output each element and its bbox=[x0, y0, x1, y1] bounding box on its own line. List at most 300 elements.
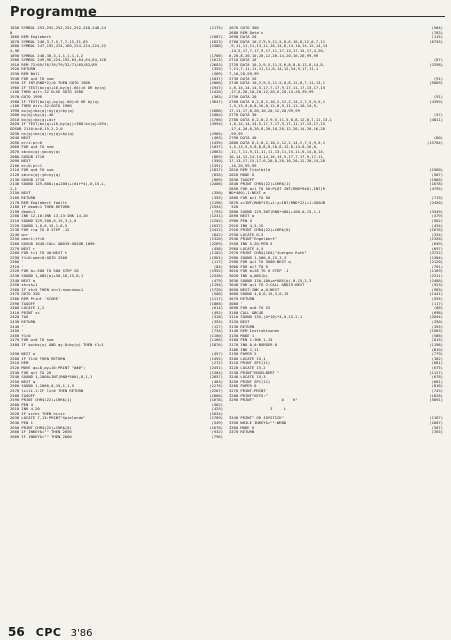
checksum: (507) bbox=[431, 172, 443, 177]
code-text: 3260 PAPER 0 bbox=[229, 383, 257, 389]
checksum: (97) bbox=[433, 112, 443, 118]
code-text: 6,20,8,20,10,20,12,20,14,20,16,20,99,99 bbox=[229, 52, 319, 58]
checksum: (3298) bbox=[429, 61, 443, 67]
code-text: ,99,99 bbox=[229, 130, 243, 136]
code-text: 2870 x=INT(RND*19)+1:y=INT(RND*22)+1:GOSUB bbox=[229, 199, 326, 205]
checksum: (182) bbox=[431, 355, 443, 361]
listing-column-right bbox=[229, 26, 443, 435]
checksum: (492) bbox=[211, 309, 223, 315]
checksum: (1554) bbox=[209, 204, 223, 210]
code-text: ,17,8,20,10,20,12,20,6,20,14,20,99,99 bbox=[229, 89, 314, 95]
code-text: 2050 er=1:pr=0 bbox=[10, 139, 43, 145]
code-text: 520 bbox=[229, 204, 239, 210]
code-text: 3140 REM Instruktionen bbox=[229, 328, 280, 334]
code-text: 3190 PAPER 2 bbox=[229, 351, 257, 357]
code-text: 2610 INK 4,20 bbox=[10, 406, 40, 412]
checksum: (429) bbox=[211, 406, 223, 412]
code-text: 2560 SOUND 1,2000,0,15,1,1,5 bbox=[10, 383, 75, 389]
checksum: (2057) bbox=[209, 374, 223, 380]
checksum: (1100) bbox=[209, 332, 223, 338]
code-text: 3170 INK 0,0:BORDER 0 bbox=[229, 341, 278, 347]
checksum: (509) bbox=[211, 70, 223, 76]
listing-column-left bbox=[10, 26, 223, 439]
checksum: (117) bbox=[211, 259, 223, 265]
checksum: (678) bbox=[431, 374, 443, 380]
checksum: (5009) bbox=[429, 80, 443, 86]
checksum: (1876) bbox=[209, 341, 223, 347]
code-text: 2340 NEXT a bbox=[10, 277, 36, 283]
code-text: 10,14,12,14,14,14,16,14,5,17,7,17,9,17,11, bbox=[229, 153, 326, 159]
checksum: (463) bbox=[211, 378, 223, 384]
code-text: 2490 NEXT w bbox=[10, 351, 36, 357]
code-text: 2770 DATA 30 bbox=[229, 112, 257, 118]
code-text: 1,5,13,5,5,8,8,8,8,10,8,12,8,14,8,16,8, bbox=[229, 144, 319, 150]
code-text: 2370 GOTO 330 bbox=[10, 291, 40, 297]
code-text: 1,5,13,5,8,8,10,8,12,8,9,11,11,10,14,9, bbox=[229, 103, 319, 109]
code-text: 2800 DATA 6,2,8,2,10,2,12,2,14,2,7,5,9,5,1 bbox=[229, 139, 326, 145]
checksum: (681) bbox=[431, 360, 443, 366]
code-text: 2090 NEXT bbox=[10, 158, 31, 164]
checksum: (923) bbox=[431, 282, 443, 288]
code-text: 1980 IF TEST(bx(q),by(q)-60)=0 OR by(q) bbox=[10, 98, 100, 104]
code-text: ,14,5,17,7,17,9,17,11,17,13,17,15,17,4,20, bbox=[229, 47, 326, 53]
checksum: (826) bbox=[211, 172, 223, 177]
code-text: 1960 IF TEST(bx(q)+16,by(q)-60)=0 OR by(q) bbox=[10, 84, 107, 90]
code-text: 2430 RETURN bbox=[10, 319, 36, 324]
code-text: 2530 FOR q=1 TO 20 bbox=[10, 369, 52, 375]
code-text: 2640 PEN 1 bbox=[10, 420, 33, 426]
code-text: 2780 DATA 6,2,8,2,9,5,11,5,8,8,12,8,7,11,13,1 bbox=[229, 116, 332, 122]
code-text: 2680 REM Data's bbox=[229, 29, 264, 35]
code-text: 2520 MOVE qx+8,qy+16:PRINT "###"; bbox=[10, 364, 86, 370]
code-text: 7,11,7,11,11,11,11,8,14,12,14,9,17,11,1 bbox=[229, 66, 319, 72]
code-text: 1900 SYMBOL 249,96,224,192,64,64,64,64,128 bbox=[10, 57, 107, 63]
checksum: (355) bbox=[211, 319, 223, 324]
code-text: 17,13,17,15,17,6,20,8,20,10,20,12,20,14,20 bbox=[229, 158, 326, 164]
code-text: 2080 GOSUB 1710 bbox=[10, 153, 45, 159]
code-text: 2990 FOR q=1 TO 3000:NEXT q bbox=[229, 259, 291, 265]
code-text: 2180 IF dead=1 THEN RETURN bbox=[10, 204, 70, 210]
code-text: 2760 DATA 6,2,8,2,10,2,12,2,14,2,7,5,9,5,1 bbox=[229, 98, 326, 104]
checksum: (4359) bbox=[429, 98, 443, 104]
code-text: 3250 PRINT SPC(11) bbox=[229, 378, 271, 384]
checksum: (1102) bbox=[209, 250, 223, 256]
page-header bbox=[0, 0, 451, 24]
checksum: (1166) bbox=[209, 337, 223, 343]
checksum: (779) bbox=[431, 351, 443, 357]
checksum: (869) bbox=[211, 153, 223, 159]
checksum: (675) bbox=[431, 364, 443, 370]
checksum: (355) bbox=[431, 323, 443, 329]
checksum: (3994) bbox=[209, 121, 223, 127]
checksum: (3647) bbox=[209, 98, 223, 104]
checksum: (1837) bbox=[209, 167, 223, 173]
page-footer bbox=[8, 621, 93, 639]
code-text: 2630 LOCATE 7,13:PRINT"Spielende" bbox=[10, 415, 86, 421]
code-text: 0 bbox=[10, 29, 13, 35]
checksum: (2338) bbox=[209, 273, 223, 279]
code-text: 2100 er=0:pr=1 bbox=[10, 162, 43, 168]
checksum: (2044) bbox=[429, 314, 443, 320]
section-title: Programme bbox=[10, 5, 98, 20]
checksum: (365) bbox=[211, 93, 223, 99]
checksum: (719) bbox=[431, 194, 443, 200]
checksum: (1563) bbox=[429, 328, 443, 334]
code-text: 2540 SOUND 1,1000+INT(RND*500),8,1,1 bbox=[10, 374, 93, 380]
checksum: (1623) bbox=[209, 38, 223, 44]
code-text: 2960 LOCATE 4,5 bbox=[229, 245, 264, 251]
code-text: ND*400),1:NEXT a bbox=[229, 190, 266, 196]
code-text: 1920 RETURN bbox=[10, 66, 36, 72]
checksum: (796) bbox=[211, 433, 223, 439]
checksum: (562) bbox=[431, 217, 443, 223]
code-text: 2670 GOTO 300 bbox=[229, 25, 259, 30]
code-text: 2480 IF qx=bx(w) AND qy-8=by(w) THEN f1=1 bbox=[10, 341, 104, 347]
listing-line bbox=[10, 435, 223, 440]
checksum: (318) bbox=[211, 314, 223, 320]
code-text: 1850 SYMBOL 253,252,252,252,252,248,248,24 bbox=[10, 25, 107, 30]
checksum: (932) bbox=[211, 429, 223, 435]
code-text: 2110 FOR q=0 TO num bbox=[10, 167, 54, 173]
checksum: (127) bbox=[211, 323, 223, 329]
checksum: (761) bbox=[431, 263, 443, 269]
checksum: (743) bbox=[431, 387, 443, 393]
checksum: (1634) bbox=[209, 410, 223, 416]
checksum: (507) bbox=[431, 424, 443, 430]
code-text: 2300 ' bbox=[10, 259, 24, 265]
code-text: 2380 REM Print 'SCORE' bbox=[10, 296, 61, 302]
code-text: 2330 SOUND 1,ABS(a)+50,10,15,0,1 bbox=[10, 273, 84, 279]
checksum: (80) bbox=[433, 135, 443, 141]
code-text: 2930 LOCATE 6,3 bbox=[229, 231, 264, 237]
checksum: (1276) bbox=[209, 383, 223, 389]
code-text: 1870 SYMBOL 246,3,7,5,7,7,15,31,63 bbox=[10, 38, 88, 44]
checksum: (272) bbox=[211, 360, 223, 366]
code-text: 2690 DATA 28 bbox=[229, 34, 257, 40]
code-text: 2350 sh=sh+1 bbox=[10, 282, 38, 288]
code-text: 2260 GOSUB 1640:CALL &BD19:GOSUB 1090 bbox=[10, 240, 95, 246]
checksum: (1947) bbox=[209, 84, 223, 90]
checksum: (1384) bbox=[209, 369, 223, 375]
code-text: 2320 FOR a=-500 TO 500 STEP 20 bbox=[10, 268, 79, 274]
code-text: 1,6,14,14,14,5,17,7,17,9,17,11,17,13,17,15 bbox=[229, 121, 326, 127]
code-text: 2010 bx(q)=bx(q)+dir bbox=[10, 116, 56, 122]
checksum: (1127) bbox=[429, 369, 443, 375]
code-text: 1,6,14,14,14,5,17,7,17,9,17,11,17,13,17,15 bbox=[229, 84, 326, 90]
code-text: 4,96 bbox=[10, 47, 20, 53]
code-text: 2710 DATA 16 bbox=[229, 57, 257, 63]
code-text: 1990 ox(q)=bx(q):oy(q)=by(q) bbox=[10, 107, 75, 113]
checksum: (1066) bbox=[209, 392, 223, 398]
checksum: (1198) bbox=[429, 341, 443, 347]
checksum: (698) bbox=[431, 309, 443, 315]
checksum: (1087) bbox=[209, 34, 223, 40]
checksum: (350) bbox=[211, 158, 223, 164]
checksum: (355) bbox=[211, 194, 223, 200]
code-text: 2360 IF sh=5 THEN sh=1:num=num+1 bbox=[10, 286, 84, 292]
code-text: ,16,20,99,99 bbox=[229, 162, 257, 168]
code-text: 3040 FOR q=1 TO 2:CALL &BD19:NEXT bbox=[229, 282, 305, 288]
code-text: 3080 ' bbox=[229, 300, 243, 306]
code-text: 1970 GOTO 1990 bbox=[10, 93, 43, 99]
code-text: 3180 INK 2,11 bbox=[229, 346, 259, 352]
checksum: (1628) bbox=[429, 392, 443, 398]
checksum: (869) bbox=[211, 176, 223, 182]
code-text: 2730 DATA 20 bbox=[229, 75, 257, 81]
code-text: 1940 FOR q=0 TO num bbox=[10, 75, 54, 81]
code-text: ,11,7,11,9,11,11,11,13,11,15,11,6,14,8,14, bbox=[229, 149, 326, 155]
checksum: (1720) bbox=[209, 286, 223, 292]
code-text: 1950 IF INT(RND*2)=0 THEN GOTO 1980 bbox=[10, 80, 91, 86]
checksum: (4795) bbox=[429, 185, 443, 191]
checksum: (355) bbox=[211, 66, 223, 72]
page-number: 56 bbox=[8, 625, 25, 639]
code-text: GOSUB 2110:b=0,15,2,2,0 bbox=[10, 126, 63, 132]
code-text: 3010 FOR b=26 TO 0 STEP -1 bbox=[229, 268, 289, 274]
code-text: 2450 ' bbox=[10, 328, 24, 334]
code-text: 2170 REM Englebert faellt bbox=[10, 199, 68, 205]
checksum: (88) bbox=[433, 305, 443, 311]
checksum: (1169) bbox=[429, 268, 443, 274]
code-text: 2890 NEXT a bbox=[229, 213, 255, 219]
checksum: (2311) bbox=[429, 273, 443, 279]
checksum: (816) bbox=[431, 383, 443, 389]
checksum: (903) bbox=[431, 286, 443, 292]
checksum: (1198) bbox=[209, 199, 223, 205]
code-text: 2950 INK 5,20:PEN 5 bbox=[229, 240, 273, 246]
code-text: 2130 GOSUB 1710 bbox=[10, 176, 45, 182]
checksum: (1676) bbox=[429, 227, 443, 233]
code-text: =100 THEN dir=-32:GOTO 1960 bbox=[10, 103, 72, 109]
checksum: (1766) bbox=[209, 116, 223, 122]
code-text: 2980 SOUND 1,500,0,15,3,3 bbox=[229, 254, 287, 260]
checksum: (1700) bbox=[209, 52, 223, 58]
code-text: 3280 PRINT"KEYS:" bbox=[229, 392, 268, 398]
checksum: (1492) bbox=[209, 355, 223, 361]
code-text: 2620 IF sc>hi THEN hi=sc bbox=[10, 410, 65, 416]
code-text: 1860 REM Englebert bbox=[10, 34, 52, 40]
code-text: 3030 SOUND 130,100+a*ABS(b),0,15,2,3 bbox=[229, 277, 312, 283]
checksum: (1084) bbox=[209, 112, 223, 118]
code-text: 2250 wee=1:tf=0 bbox=[10, 236, 45, 242]
checksum: (15704) bbox=[426, 139, 443, 145]
listing-line bbox=[229, 430, 443, 435]
checksum: (1391) bbox=[209, 162, 223, 168]
code-text: 2280 FOR t=1 TO 40:NEXT t bbox=[10, 250, 68, 256]
code-text: 2120 xb=nx(q):yb=ny(q) bbox=[10, 172, 61, 177]
checksum: (2267) bbox=[209, 387, 223, 393]
code-text: 2840 PRINT CHR$(22)+CHR$(1) bbox=[229, 181, 291, 187]
checksum: (1952) bbox=[209, 268, 223, 274]
code-text: 2270 NEXT r bbox=[10, 245, 36, 251]
checksum: (1688) bbox=[209, 107, 223, 113]
code-text: 2830 TAGOFF bbox=[229, 176, 255, 182]
code-text: 3230 PRINT"ENGELBERT " bbox=[229, 369, 280, 375]
checksum: (1560) bbox=[429, 167, 443, 173]
checksum: (115) bbox=[431, 34, 443, 40]
code-text: 2700 DATA 10,2,9,5,11,5,8,6,10,8,12,8,7,11 bbox=[229, 38, 326, 44]
checksum: (2386) bbox=[209, 43, 223, 49]
code-text: 2550 NEXT q bbox=[10, 378, 36, 384]
code-text: 2580 TAGOFF bbox=[10, 392, 36, 398]
checksum: (479) bbox=[431, 213, 443, 219]
code-text: 2020 IF TEST(bx(q)+16,by(q))=388:bx(q)=294; bbox=[10, 121, 109, 127]
checksum: (1167) bbox=[429, 415, 443, 421]
code-text: 2400 LOCATE 1,2 bbox=[10, 305, 45, 311]
checksum: (334) bbox=[431, 231, 443, 237]
code-text: 3110 SOUND 135,(A*10)*4,0,15,2,1 bbox=[229, 314, 303, 320]
code-text: 3050 NEXT:INK a,0:NEXT bbox=[229, 286, 280, 292]
checksum: (1439) bbox=[209, 139, 223, 145]
checksum: (458) bbox=[211, 245, 223, 251]
checksum: (2965) bbox=[209, 130, 223, 136]
code-text: 2910 INK 4,5,15 bbox=[229, 222, 264, 228]
checksum: (1066) bbox=[429, 176, 443, 182]
code-text: 1890 SYMBOL 248,30,3,1,1,1,1,1,2 bbox=[10, 52, 84, 58]
checksum: (783) bbox=[431, 29, 443, 35]
code-text: 2920 PRINT CHR$(22)+CHR$(0) bbox=[229, 227, 291, 233]
code-text: 7,10,20,99,99 bbox=[229, 70, 259, 76]
code-text: 2740 DATA 10,2,9,5,11,5,8,8,12,8,7,11,13,1 bbox=[229, 80, 326, 86]
code-text: 2500 IF f1=0 THEN RETURN bbox=[10, 355, 65, 361]
code-text: 3100 CALL &BC4D bbox=[229, 309, 264, 315]
code-text: 2790 DATA 40 bbox=[229, 135, 257, 141]
checksum: (504) bbox=[431, 25, 443, 30]
checksum: (506) bbox=[211, 291, 223, 297]
checksum: (3732) bbox=[429, 250, 443, 256]
checksum: (649) bbox=[431, 240, 443, 246]
code-text: 2750 DATA 20 bbox=[229, 93, 257, 99]
checksum: (1607) bbox=[429, 420, 443, 426]
checksum: (793) bbox=[211, 208, 223, 214]
code-text: 2000 by(q)=by(q)-48 bbox=[10, 112, 54, 118]
code-text: 2420 TAG bbox=[10, 314, 29, 320]
code-text: 2190 dead=1 bbox=[10, 208, 36, 214]
checksum: (457) bbox=[211, 351, 223, 357]
checksum: (2488) bbox=[429, 277, 443, 283]
code-text: 3220 LOCATE 15,2 bbox=[229, 364, 266, 370]
code-text: 2660 IF INKEY$="" THEN 2660 bbox=[10, 433, 72, 439]
checksum: (91) bbox=[433, 75, 443, 81]
code-text: 2070 xb=ox(q):yb=oy(q) bbox=[10, 149, 61, 155]
checksum: (1117) bbox=[209, 296, 223, 302]
magazine-name: CPC bbox=[35, 626, 62, 639]
code-text: 3020 INK a,ABS(b) bbox=[229, 273, 268, 279]
checksum: (1441) bbox=[429, 291, 443, 297]
code-text: 2040 NEXT bbox=[10, 135, 31, 141]
code-text: 2210 SOUND 129,200,0,15,3,1,0 bbox=[10, 217, 77, 223]
checksum: (1066) bbox=[209, 300, 223, 306]
code-text: 3240 LOCATE 15,3 bbox=[229, 374, 266, 380]
code-text: 3200 LOCATE 15,1 bbox=[229, 355, 266, 361]
code-text: =100 THEN dir=-32 ELSE GOTO 1980 bbox=[10, 89, 84, 95]
code-text: 3120 NEXT bbox=[229, 319, 250, 324]
code-text: ,9,11,11,11,13,11,16,14,8,14,10,14,12,14,14 bbox=[229, 43, 328, 49]
checksum: (84) bbox=[213, 263, 223, 269]
code-text: ,17,4,20,6,20,8,20,10,20,12,20,14,20,16,20 bbox=[229, 126, 326, 132]
checksum: (434) bbox=[431, 222, 443, 228]
code-text: 3060 SOUND 4,0,0,15,3,0,15 bbox=[229, 291, 289, 297]
code-text: 3290 PRINT" A K" bbox=[229, 397, 298, 403]
checksum: (1678) bbox=[429, 181, 443, 187]
checksum: (1426) bbox=[209, 89, 223, 95]
code-text: 2850 FOR a=1 TO 50:PLOT INT(RND*640),INT(R bbox=[229, 185, 326, 191]
code-text: 3150 MODE 1 bbox=[229, 332, 255, 338]
code-text: 17,11,17,8,20,10,20,12,20,99,99 bbox=[229, 107, 300, 113]
checksum: (697) bbox=[431, 245, 443, 251]
code-text: 2570 li=li-1:IF li<0 THEN RETURN bbox=[10, 387, 84, 393]
code-text: 2410 PRINT sc bbox=[10, 309, 40, 315]
code-text: 3160 PEN 1:INK 1,15 bbox=[229, 337, 273, 343]
checksum: (549) bbox=[211, 420, 223, 426]
code-text: 3370 RETURN bbox=[229, 429, 255, 435]
checksum: (2451) bbox=[209, 364, 223, 370]
code-text: 2220 SOUND 1,0,0,15,1,0,5 bbox=[10, 222, 68, 228]
checksum: (734) bbox=[211, 328, 223, 334]
code-text: 3070 RETURN bbox=[229, 296, 255, 302]
checksum: (562) bbox=[211, 401, 223, 407]
code-text: 1930 REM Ball bbox=[10, 70, 40, 76]
checksum: (1837) bbox=[209, 144, 223, 150]
checksum: (1613) bbox=[209, 57, 223, 63]
header-rule bbox=[78, 16, 445, 17]
code-text: 2590 PRINT CHR$(22)+CHR$(1) bbox=[10, 397, 72, 403]
code-text: 2460 f1=0 bbox=[10, 332, 31, 338]
checksum: (1175) bbox=[209, 25, 223, 30]
checksum: (614) bbox=[211, 305, 223, 311]
code-text: 3000 FOR a=7 TO 0 bbox=[229, 263, 268, 269]
checksum: (819) bbox=[431, 346, 443, 352]
code-text: 3360 MODE 0 bbox=[229, 424, 255, 430]
checksum: (91) bbox=[433, 93, 443, 99]
checksum: (2450) bbox=[429, 199, 443, 205]
code-text: 2030 nx(q)=bx(q):ny(q)=by(q) bbox=[10, 130, 75, 136]
code-text: 2290 f1=0:wee=0:GOTO 2560 bbox=[10, 254, 68, 260]
code-text: 2810 REM Titelbild bbox=[229, 167, 271, 173]
code-text: 2660 IF INKEY$="" THEN 2650 bbox=[10, 429, 72, 435]
checksum: (842) bbox=[211, 231, 223, 237]
checksum: (2063) bbox=[209, 149, 223, 155]
code-text: 1880 SYMBOL 247,192,224,160,224,224,224,22 bbox=[10, 43, 107, 49]
checksum: (681) bbox=[431, 378, 443, 384]
checksum: (479) bbox=[211, 277, 223, 283]
code-text: 3270 PRINT:PRINT bbox=[229, 387, 266, 393]
code-text: 2650 PRINT CHR$(22)+CHR$(0) bbox=[10, 424, 72, 430]
checksum: (1837) bbox=[209, 75, 223, 81]
code-text: 2200 INK 12,10:INK 13,13:INK 14,20 bbox=[10, 213, 88, 219]
checksum: (2683) bbox=[209, 61, 223, 67]
checksum: (350) bbox=[431, 319, 443, 324]
checksum: (2408) bbox=[209, 181, 223, 187]
checksum: (6755) bbox=[429, 38, 443, 44]
code-text: 2160 RETURN bbox=[10, 194, 36, 200]
checksum: (2269) bbox=[209, 240, 223, 246]
code-text: 3090 FOR a=0 TO 25 bbox=[229, 305, 271, 311]
code-text: Z L bbox=[229, 406, 287, 412]
checksum: (3349) bbox=[429, 208, 443, 214]
checksum: (4811) bbox=[429, 116, 443, 122]
code-text: 2150 NEXT bbox=[10, 190, 31, 196]
code-text: 2470 FOR w=0 TO num bbox=[10, 337, 54, 343]
code-text: 2860 FOR a=1 TO 50 bbox=[229, 194, 271, 200]
code-text: 2060 FOR q=0 TO num bbox=[10, 144, 54, 150]
checksum: (463) bbox=[211, 135, 223, 141]
checksum: (1961) bbox=[209, 254, 223, 260]
code-text: 2510 REM bbox=[10, 360, 29, 366]
checksum: (1709) bbox=[209, 415, 223, 421]
code-text: 2720 DATA 10,2,9,5,11,5,6,8,8,8,12,8,14,8, bbox=[229, 61, 326, 67]
checksum: (2066) bbox=[209, 80, 223, 86]
